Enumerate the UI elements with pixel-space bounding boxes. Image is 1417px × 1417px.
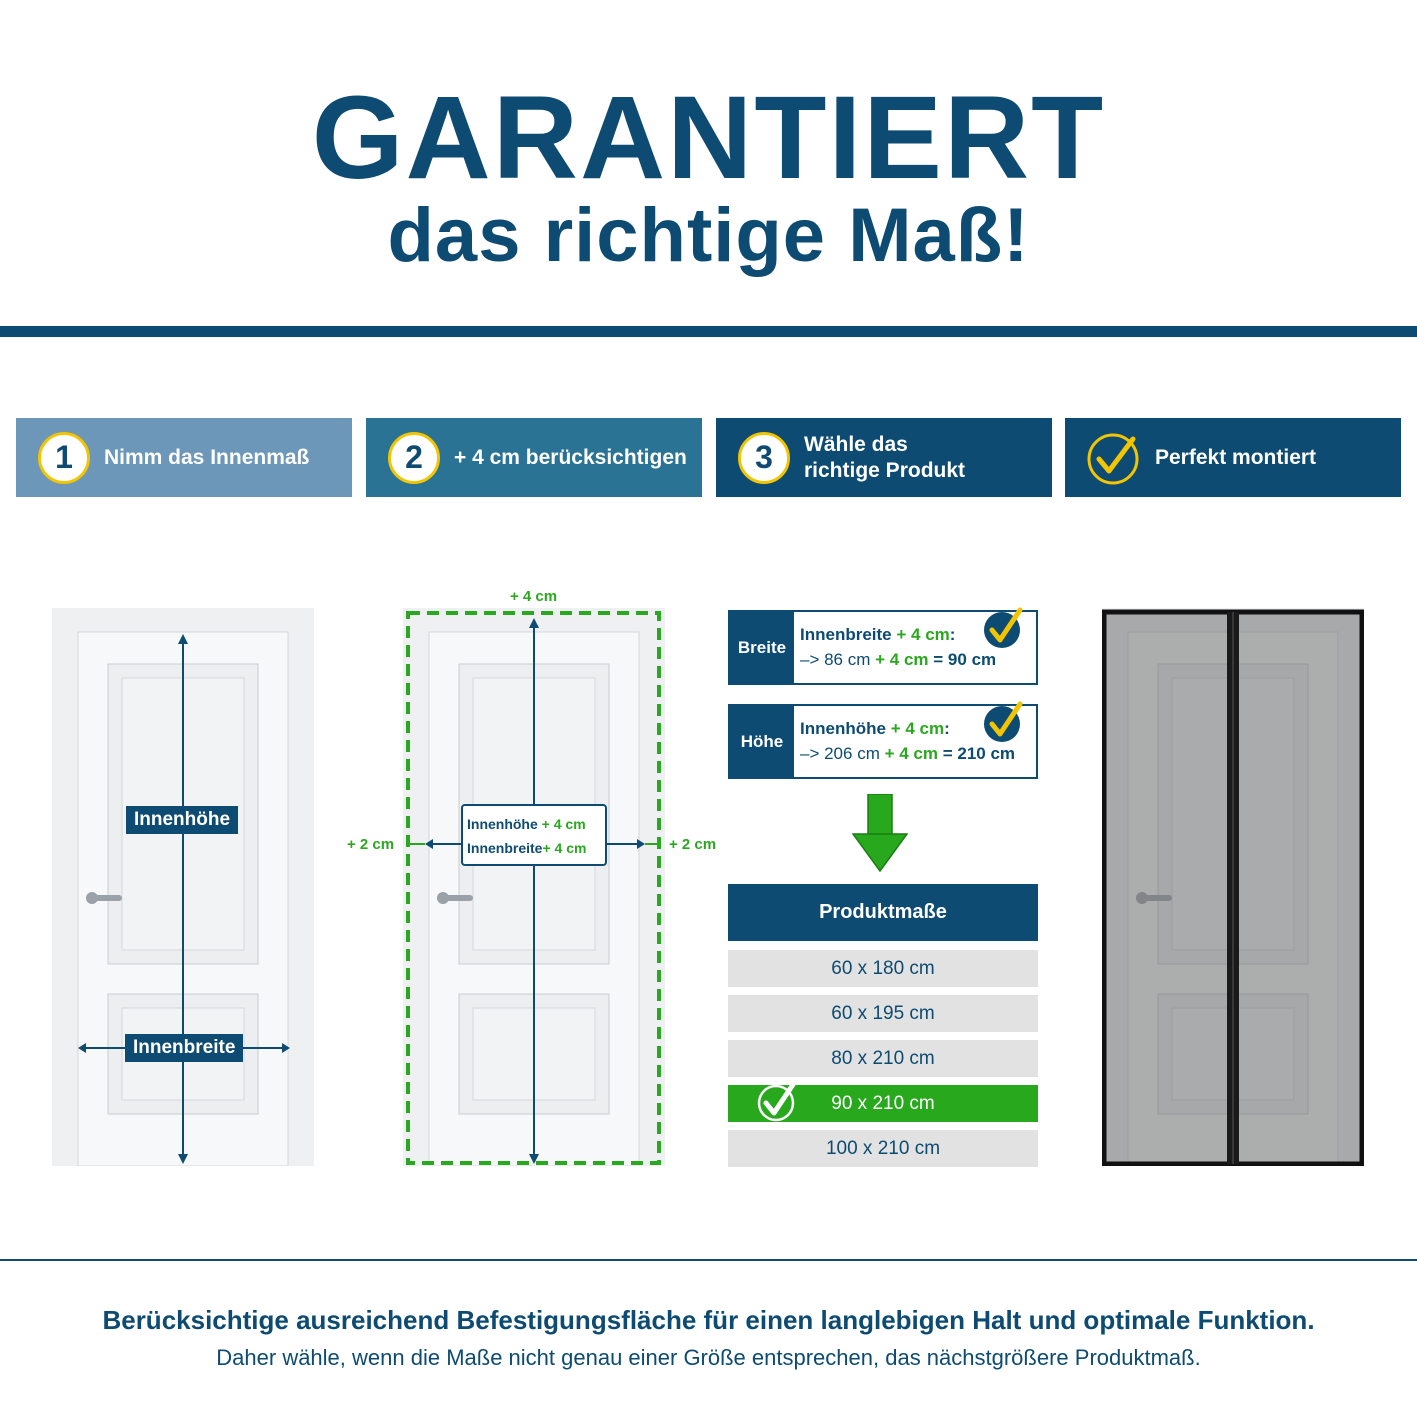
innenbreite-tag: Innenbreite — [125, 1034, 243, 1062]
step-label: Nimm das Innenmaß — [104, 445, 310, 469]
calc-side-label: Höhe — [730, 706, 794, 777]
product-row — [728, 1040, 1038, 1077]
step-number: 3 — [738, 432, 790, 484]
product-row-selected — [728, 1085, 1038, 1122]
door-illustration-with-margin — [403, 608, 665, 1166]
door-illustration — [52, 608, 314, 1166]
footer-divider — [0, 1259, 1417, 1261]
top-margin-label: + 4 cm — [510, 588, 558, 605]
step-label: Wähle das richtige Produkt — [804, 432, 966, 482]
calc-label: Innenbreite — [800, 625, 892, 644]
product-row — [728, 950, 1038, 987]
calc-result: = 210 cm — [942, 744, 1016, 763]
dim-width-label: Innenbreite — [467, 840, 543, 856]
calc-height-box — [728, 704, 1038, 779]
step-label: + 4 cm berücksichtigen — [454, 445, 687, 469]
calc-add: + 4 cm — [875, 650, 929, 669]
step-2 — [366, 418, 702, 497]
calc-colon: : — [949, 625, 956, 644]
checkmark-icon — [1087, 431, 1141, 485]
product-size: 100 x 210 cm — [825, 1137, 941, 1159]
product-table-title: Produktmaße — [728, 884, 1038, 941]
step-3 — [716, 418, 1052, 497]
checkmark-icon — [980, 698, 1026, 744]
step-4 — [1065, 418, 1401, 497]
dim-height-label: Innenhöhe — [467, 816, 538, 832]
calc-base: –> 86 cm — [800, 650, 871, 669]
footer-headline: Berücksichtige ausreichend Befestigungsfläche für einen langlebigen Halt und optimale Funktion. — [102, 1305, 1315, 1335]
footer-text: Daher wähle, wenn die Maße nicht genau einer Größe entsprechen, das nächstgrößere Produktmaß. — [216, 1345, 1201, 1370]
product-size: 90 x 210 cm — [831, 1092, 935, 1114]
left-margin-label: + 2 cm — [347, 836, 395, 853]
product-size: 60 x 195 cm — [831, 1002, 935, 1024]
arrow-down-icon — [852, 794, 908, 872]
product-row — [728, 1130, 1038, 1167]
product-size: 60 x 180 cm — [831, 957, 935, 979]
headline-title: GARANTIERT — [311, 72, 1106, 204]
calc-label: Innenhöhe — [800, 719, 886, 738]
step-number: 2 — [388, 432, 440, 484]
checkmark-icon — [980, 604, 1026, 650]
header-divider — [0, 326, 1417, 337]
calc-base: –> 206 cm — [800, 744, 880, 763]
dimension-box — [461, 804, 607, 866]
product-size: 80 x 210 cm — [831, 1047, 935, 1069]
calc-result: = 90 cm — [933, 650, 997, 669]
calc-side-label: Breite — [730, 612, 794, 683]
door-with-insect-screen — [1102, 608, 1364, 1166]
product-row — [728, 995, 1038, 1032]
step-1 — [16, 418, 352, 497]
checkmark-icon — [756, 1079, 800, 1123]
dim-width-add: + 4 cm — [542, 840, 587, 856]
innenhoehe-tag: Innenhöhe — [126, 806, 238, 834]
right-margin-label: + 2 cm — [669, 836, 717, 853]
dim-height-add: + 4 cm — [541, 816, 586, 832]
calc-colon: : — [944, 719, 950, 738]
step-label: Perfekt montiert — [1155, 445, 1317, 469]
step-number: 1 — [38, 432, 90, 484]
calc-add: + 4 cm — [896, 625, 950, 644]
headline-subtitle: das richtige Maß! — [387, 193, 1030, 278]
calc-add: + 4 cm — [890, 719, 945, 738]
calc-add: + 4 cm — [884, 744, 938, 763]
calc-width-box — [728, 610, 1038, 685]
